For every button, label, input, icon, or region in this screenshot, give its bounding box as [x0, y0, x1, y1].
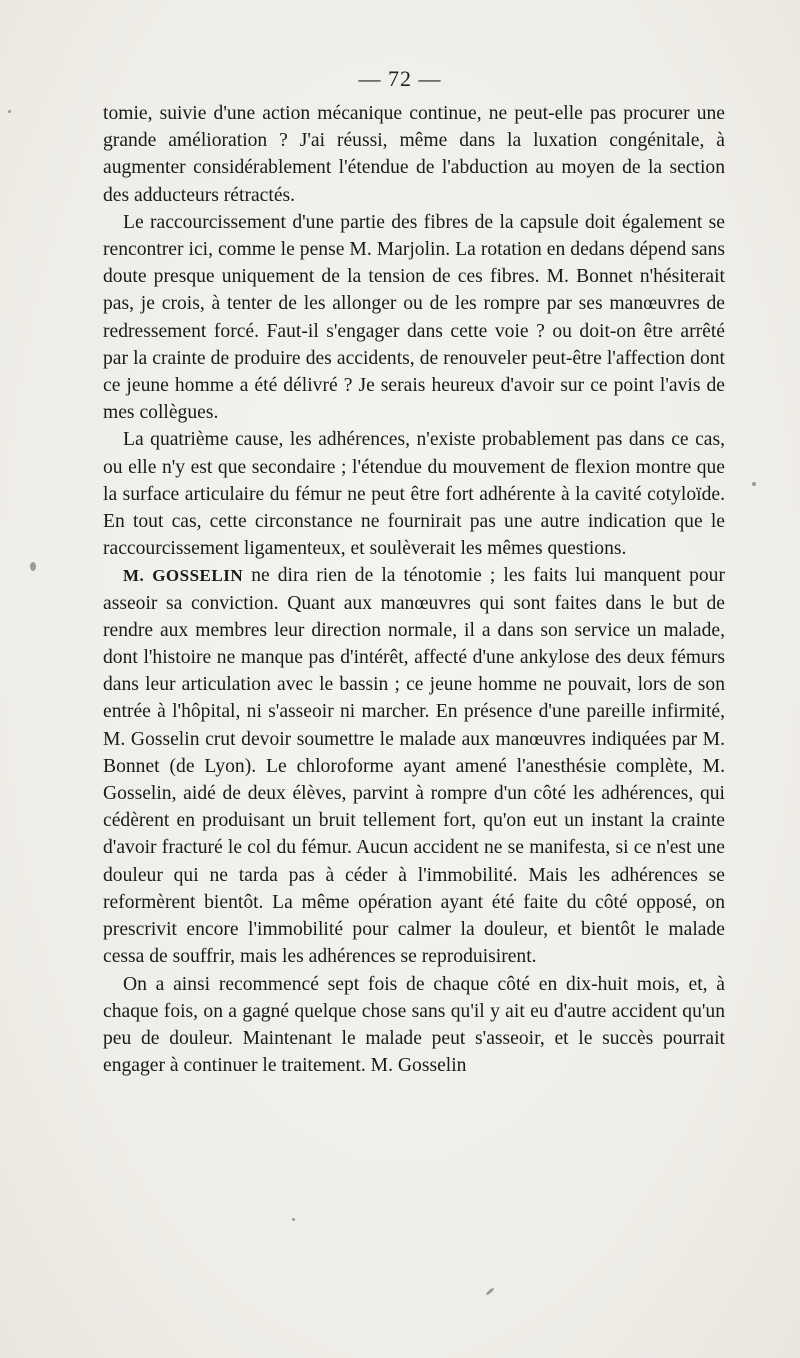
paragraph-4-text: ne dira rien de la ténotomie ; les faits lui manquent pour asseoir sa conviction. Quant aux manœuvres qui sont faites dans le but de rendre aux membres leur direction normale, il a dans son service un malade, dont l'histoire ne manque pas d'intérêt, affecté d'une ankylose des deux fémurs dans leur articulation avec le bassin ; ce jeune homme ne pouvait, lors de son entrée à l'hôpital, ni s'asseoir ni marcher. En présence d'une pareille infirmité, M. Gosselin crut devoir soumettre le malade aux manœuvres indiquées par M. Bonnet (de Lyon). Le chloroforme ayant amené l'anesthésie complète, M. Gosselin, aidé de deux élèves, parvint à rompre d'un côté les adhérences, qui cédèrent en produisant un bruit tellement fort, qu'on eut un instant la crainte d'avoir fracturé le col du fémur. Aucun accident ne se manifesta, si ce n'est une douleur qui ne tarda pas à céder à l'immobilité. Mais les adhérences se reformèrent bientôt. La même opération ayant été faite du côté opposé, on prescrivit encore l'immobilité pour calmer la douleur, et bientôt le malade cessa de souffrir, mais les adhérences se reproduisirent.	[103, 565, 725, 968]
page-number: — 72 —	[358, 66, 442, 91]
paragraph-3: La quatrième cause, les adhérences, n'existe probablement pas dans ce cas, ou elle n'y est que secondaire ; l'étendue du mouvement de flexion montre que la surface articulaire du fémur ne peut être fort adhérente à la cavité cotyloïde. En tout cas, cette circonstance ne fournirait pas une autre indication que le raccourcissement ligamenteux, et soulèverait les mêmes questions.	[103, 429, 725, 560]
paragraph-5: On a ainsi recommencé sept fois de chaque côté en dix-huit mois, et, à chaque fois, on a gagné quelque chose sans qu'il y ait eu d'autre accident qu'un peu de douleur. Maintenant le malade peut s'asseoir, et le succès pourrait engager à continuer le traitement. M. Gosselin	[103, 973, 725, 1077]
paragraph-4	[103, 562, 725, 970]
paragraph-1: tomie, suivie d'une action mécanique continue, ne peut-elle pas procurer une grande amélioration ? J'ai réussi, même dans la luxation congénitale, à augmenter considérablement l'étendue de l'abduction au moyen de la section des adducteurs rétractés.	[103, 103, 725, 206]
ink-speck	[292, 1218, 295, 1221]
ink-speck	[752, 482, 756, 486]
ink-speck	[30, 562, 36, 571]
ink-speck	[8, 110, 11, 113]
speaker-name: M. GOSSELIN	[123, 566, 244, 586]
body-text	[103, 100, 725, 1079]
paragraph-2: Le raccourcissement d'une partie des fibres de la capsule doit également se rencontrer ici, comme le pense M. Marjolin. La rotation en dedans dépend sans doute presque uniquement de la tension de ces fibres. M. Bonnet n'hésiterait pas, je crois, à tenter de les allonger ou de les rompre par ses manœuvres de redressement forcé. Faut-il s'engager dans cette voie ? ou doit-on être arrêté par la crainte de produire des accidents, de renouveler peut-être l'affection dont ce jeune homme a été délivré ? Je serais heureux d'avoir sur ce point l'avis de mes collègues.	[103, 211, 725, 424]
ink-speck	[485, 1287, 495, 1296]
